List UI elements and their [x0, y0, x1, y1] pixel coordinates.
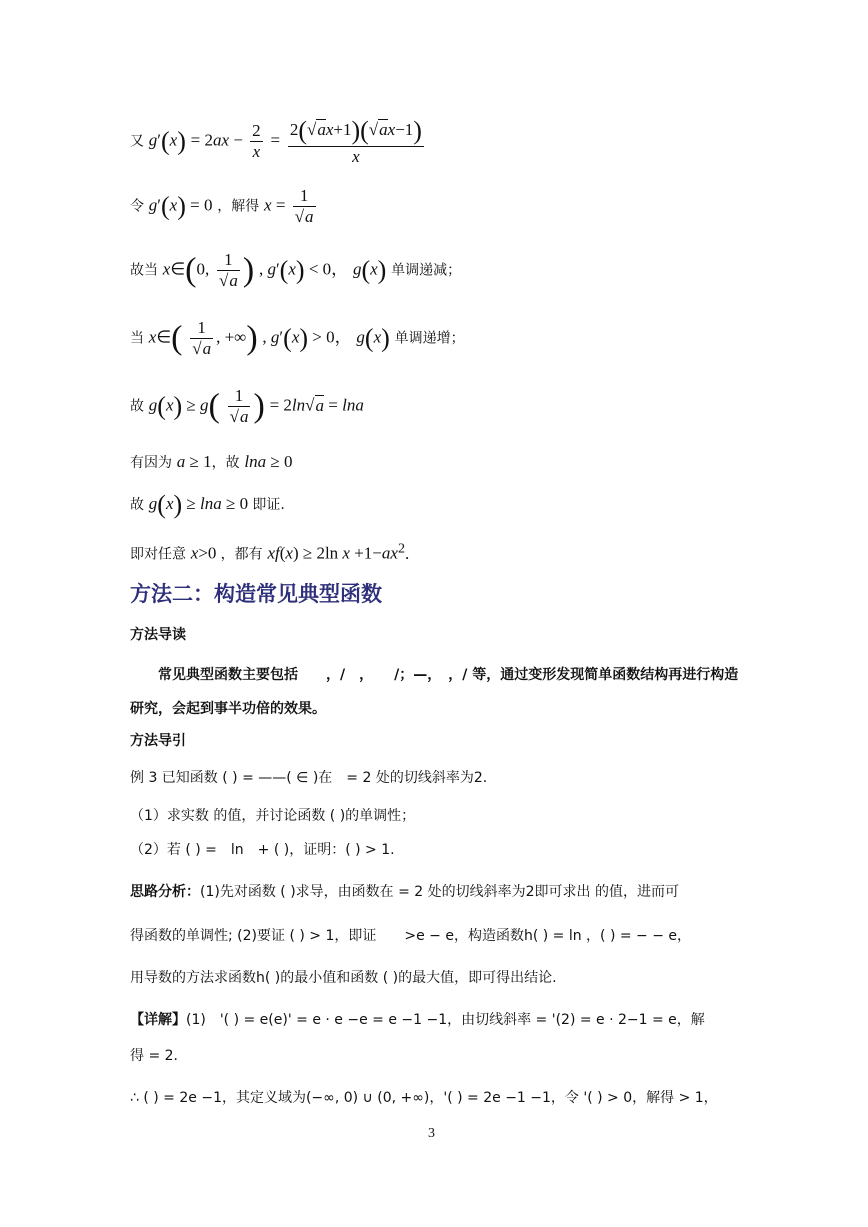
detail-line-3: ∴ ( ) = 2e −1，其定义域为(−∞, 0) ∪ (0, +∞)，'( ) = 2e −1 −1，令 '( ) > 0，解得 > 1， — [130, 1090, 718, 1106]
page-number: 3 — [428, 1126, 435, 1141]
decreasing-line: 故当 x∈(0, $\frac{1}{√a}$ ) , g′(x) < 0， g(x) 单调递减； — [130, 250, 462, 290]
detail-line-2: 得 = 2． — [130, 1048, 188, 1064]
analysis-line-3: 用导数的方法求函数h( )的最小值和函数 ( )的最大值，即可得出结论. — [130, 970, 557, 986]
question-2: （2）若 ( ) = ln + ( )，证明：( ) > 1. — [130, 842, 395, 858]
analysis-line-1: 思路分析：(1)先对函数 ( )求导，由函数在 = 2 处的切线斜率为2即可求出 的值，进而可 — [130, 884, 679, 900]
analysis-line-2: 得函数的单调性; (2)要证 ( ) > 1，即证 >e − e，构造函数h( ) = ln ，( ) = − − e， — [130, 928, 692, 944]
example-statement: 例 3 已知函数 ( ) = ——( ∈ )在 = 2 处的切线斜率为2. — [130, 770, 488, 786]
question-1: （1）求实数 的值，并讨论函数 ( )的单调性； — [130, 808, 416, 824]
critical-point-line: 令 g′(x) = 0 ，解得 x = $\frac{1}{√a}$ — [130, 186, 314, 226]
final-statement-line: 即对任意 x>0 ，都有 xf(x) ≥ 2ln $x +1-ax^2$. — [130, 540, 410, 563]
increasing-line: 当 x∈( $\frac{1}{√a}$ , +∞) , g′(x) > 0， g(x) 单调递增； — [130, 318, 465, 358]
subheading-guide: 方法导读 — [130, 627, 186, 643]
subheading-example: 方法导引 — [130, 733, 186, 749]
line-prefix: 又 — [130, 133, 144, 150]
because-line: 有因为 a ≥ 1，故 lna ≥ 0 — [130, 452, 293, 471]
derivative-line: 又 g′(x) = 2ax − $\frac{2}{x}$ = $\frac{2(√ax+1)(√ax-1)}{x}$ — [130, 116, 422, 166]
detail-line-1: 【详解】(1) '( ) = e(e)' = e · e −e = e −1 −1，由切线斜率 = '(2) = e · 2−1 = e，解 — [130, 1012, 705, 1028]
minimum-line: 故 g(x) ≥ g( $\frac{1}{√a}$ ) = 2ln√a = lna — [130, 386, 364, 426]
conclusion-line: 故 g(x) ≥ lna ≥ 0 即证. — [130, 490, 285, 519]
line-prefix: 令 — [130, 198, 144, 215]
section-heading: 方法二：构造常见典型函数 — [130, 582, 382, 606]
intro-paragraph: 常见典型函数主要包括 ，/ ， /；—， ，/ 等，通过变形发现简单函数结构再进行构造研究，会起到事半功倍的效果。 — [130, 667, 739, 717]
